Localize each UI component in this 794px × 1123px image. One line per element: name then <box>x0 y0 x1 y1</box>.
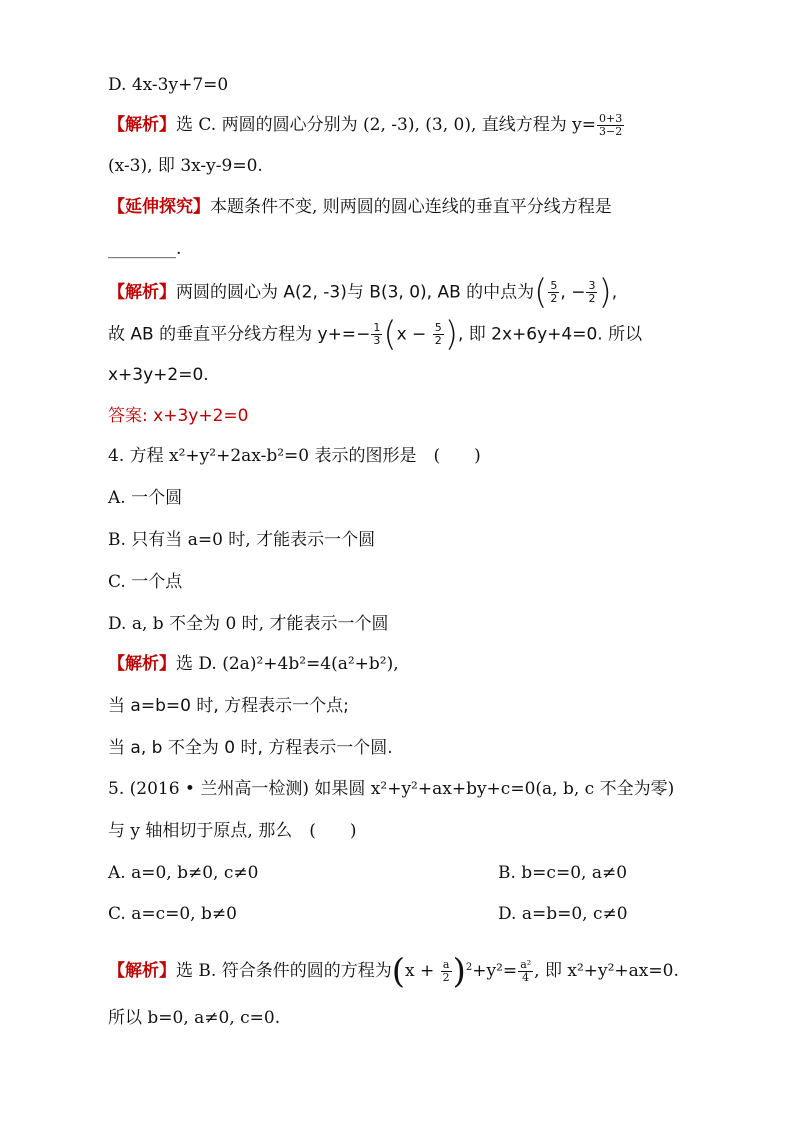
q5-option-a: A. a=0, b≠0, c≠0 <box>108 863 259 883</box>
q4-option-c: C. 一个点 <box>108 572 183 592</box>
answer-value: x+3y+2=0 <box>153 406 249 426</box>
q5-stem-line-1: 5. (2016 • 兰州高一检测) 如果圆 x²+y²+ax+by+c=0(a, b, c 不全为零) <box>108 779 675 799</box>
fraction: $\frac{5}{2}$ <box>434 321 442 347</box>
q3-solution-line-2: (x-3), 即 3x-y-9=0. <box>108 156 263 176</box>
fraction: $\frac{a}{2}$ <box>442 958 450 984</box>
extension-text: 本题条件不变, 则两圆的圆心连线的垂直平分线方程是 <box>210 197 612 217</box>
extension-solution-line-1: 【解析】两圆的圆心为 A(2, -3)与 B(3, 0), AB 的中点为( $\frac{5}{2}$ , − $\frac{3}{2}$ ), <box>108 272 618 313</box>
q4-solution-line-1: 【解析】选 D. (2a)²+4b²=4(a²+b²), <box>108 654 399 674</box>
extension-tag: 【延伸探究】 <box>108 197 210 217</box>
jiexi-tag: 【解析】 <box>108 654 176 674</box>
fraction: $\frac{5}{2}$ <box>550 279 558 305</box>
q4-solution-line-2: 当 a=b=0 时, 方程表示一个点; <box>108 696 349 716</box>
answer-line <box>108 405 248 427</box>
fraction: $\frac{\text{a²}}{4}$ <box>520 958 532 984</box>
q4-option-d: D. a, b 不全为 0 时, 才能表示一个圆 <box>108 614 389 634</box>
fraction: $\frac{3}{2}$ <box>588 279 596 305</box>
q5-solution-line-2: 所以 b=0, a≠0, c=0. <box>108 1008 281 1028</box>
extension-question <box>108 196 612 218</box>
extension-solution-line-3: x+3y+2=0. <box>108 365 209 385</box>
fraction: $\frac{1}{3}$ <box>373 321 381 347</box>
q5-option-row-1 <box>108 862 628 884</box>
q4-option-b: B. 只有当 a=0 时, 才能表示一个圆 <box>108 530 376 550</box>
jiexi-tag: 【解析】 <box>108 115 176 135</box>
extension-solution-line-2: 故 AB 的垂直平分线方程为 y+=− $\frac{1}{3}$ (x − $\frac{5}{2}$ ), 即 2x+6y+4=0. 所以 <box>108 314 643 355</box>
q4-option-a: A. 一个圆 <box>108 488 183 508</box>
q3-solution-line-1 <box>108 113 625 138</box>
jiexi-tag: 【解析】 <box>108 961 176 981</box>
q5-option-row-2 <box>108 903 628 925</box>
answer-label: 答案: <box>108 406 148 426</box>
q5-option-c: C. a=c=0, b≠0 <box>108 904 237 924</box>
q4-solution-line-3: 当 a, b 不全为 0 时, 方程表示一个圆. <box>108 738 393 758</box>
q5-option-d: D. a=b=0, c≠0 <box>498 904 628 924</box>
q3-option-d: D. 4x-3y+7=0 <box>108 75 229 95</box>
q5-stem-line-2: 与 y 轴相切于原点, 那么 ( ) <box>108 821 357 841</box>
jiexi-tag: 【解析】 <box>108 282 176 303</box>
q3-solution-text: 选 C. 两圆的圆心分别为 (2, -3), (3, 0), 直线方程为 y= <box>176 115 597 135</box>
extension-blank: ________. <box>108 239 182 259</box>
q5-option-b: B. b=c=0, a≠0 <box>498 863 628 883</box>
q5-solution-line-1: 【解析】选 B. 符合条件的圆的方程为(x + $\frac{a}{2}$ )$^2$+y²= $\frac{\text{a²}}{4}$ , 即 x²+y²+ax=0. <box>108 951 679 992</box>
fraction: $\frac{0+3}{3-2}$ <box>599 112 623 138</box>
q4-stem: 4. 方程 x²+y²+2ax-b²=0 表示的图形是 ( ) <box>108 446 481 466</box>
